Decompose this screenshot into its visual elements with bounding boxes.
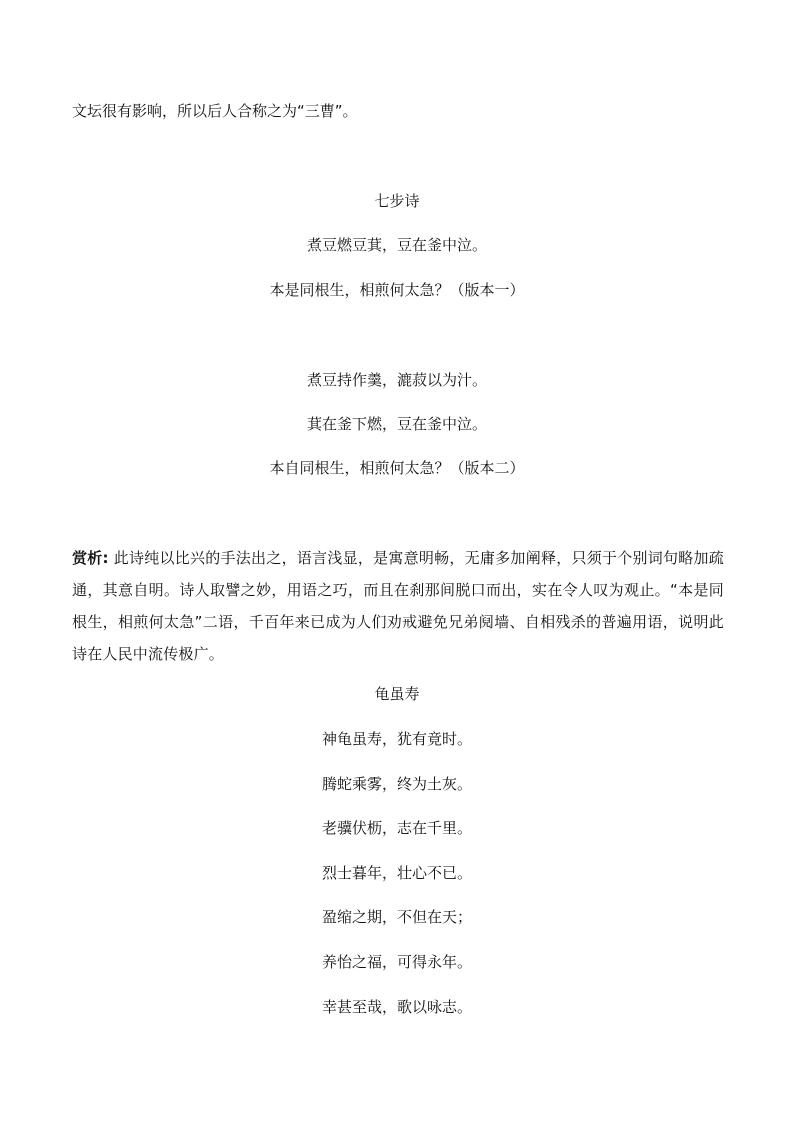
poem-line: 萁在釜下燃，豆在釜中泣。	[306, 415, 487, 433]
poem-line: 神龟虽寿，犹有竟时。	[321, 730, 472, 748]
poem-line: 养怡之福，可得永年。	[321, 953, 472, 971]
poem-line: 盈缩之期，不但在天；	[321, 908, 472, 926]
poem-line: 烈士暮年，壮心不已。	[321, 864, 472, 882]
poem-line: 幸甚至哉，歌以咏志。	[321, 998, 472, 1016]
poem-line: 煮豆燃豆萁，豆在釜中泣。	[306, 236, 487, 254]
appreciation-text: 此诗纯以比兴的手法出之，语言浅显，是寓意明畅，无庸多加阐释，只须于个别词句略加疏通，其意自明。诗人取譬之妙，用语之巧，而且在刹那间脱口而出，实在令人叹为观止。“本是同根生，相煎何太急”二语，千百年来已成为人们劝戒避免兄弟阋墙、自相残杀的普遍用语，说明此诗在人民中流传极广。	[72, 549, 724, 663]
poem-line: 煮豆持作羹，漉菽以为汁。	[306, 371, 487, 389]
intro-paragraph-tail: 文坛很有影响，所以后人合称之为“三曹”。	[72, 102, 358, 120]
poem-line: 腾蛇乘雾，终为土灰。	[321, 775, 472, 793]
poem-line: 本是同根生，相煎何太急？（版本一）	[269, 281, 525, 299]
poem-title-guisuishou: 龟虽寿	[374, 685, 420, 703]
poem-title-qibushi: 七步诗	[374, 192, 420, 210]
poem-line: 本自同根生，相煎何太急？（版本二）	[269, 459, 525, 477]
appreciation-paragraph	[72, 542, 724, 670]
poem-line: 老骥伏枥，志在千里。	[321, 819, 472, 837]
appreciation-label: 赏析:	[72, 549, 109, 567]
